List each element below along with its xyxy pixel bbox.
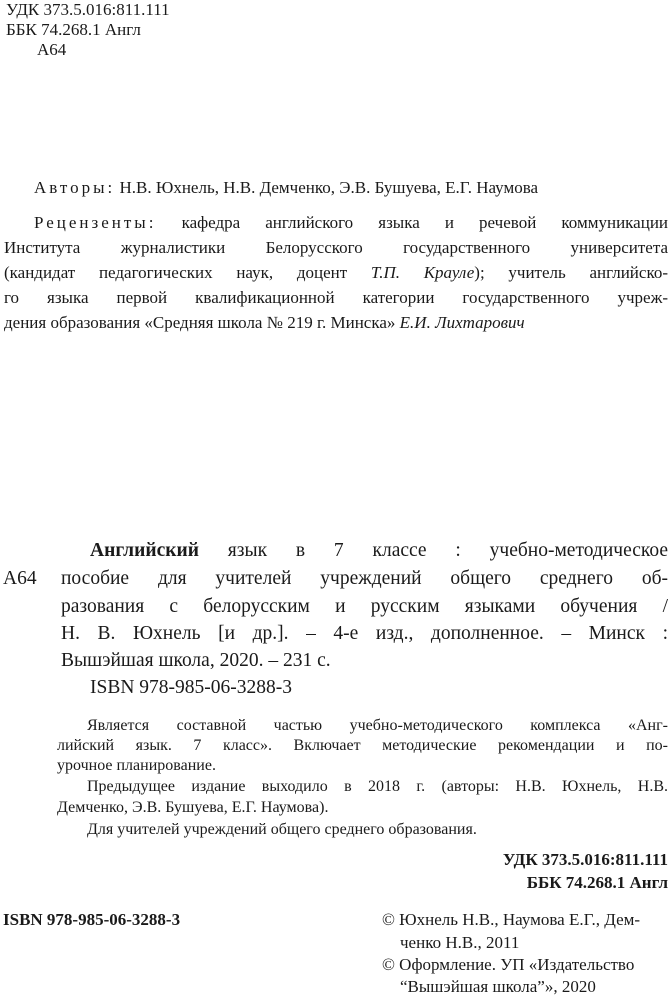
annotation-line: Демченко, Э.В. Бушуева, Е.Г. Наумова). [57, 799, 329, 816]
annotation-line: лийский язык. 7 класс». Включает методические рекомендации и по- [57, 737, 668, 754]
reviewers-text-part: (кандидат педагогических наук, доцент [4, 263, 371, 282]
footer-bbk: ББК 74.268.1 Англ [526, 873, 668, 892]
annotation-line: урочное планирование. [57, 757, 216, 774]
entry-line: разования с белорусским и русским языками обучения / [61, 596, 668, 617]
authors-names: Н.В. Юхнель, Н.В. Демченко, Э.В. Бушуева, Е.Г. Наумова [119, 178, 539, 197]
authors-label: Авторы: [34, 178, 116, 197]
reviewers-text: го языка первой квалификационной категории государственного учреж- [4, 288, 668, 307]
reviewers-text-part: дения образования «Средняя школа № 219 г. Минска» [4, 313, 400, 332]
reviewers-text: кафедра английского языка и речевой коммуникации [181, 213, 669, 232]
footer-udk: УДК 373.5.016:811.111 [502, 850, 668, 869]
copyright-line: ченко Н.В., 2011 [400, 933, 520, 952]
entry-title-bold: Английский [90, 540, 199, 561]
author-sign-code: А64 [37, 40, 67, 59]
footer-isbn: ISBN 978-985-06-3288-3 [3, 910, 181, 929]
annotation-line: Для учителей учреждений общего среднего образования. [87, 821, 477, 838]
annotation-line: Предыдущее издание выходило в 2018 г. (авторы: Н.В. Юхнель, Н.В. [87, 778, 668, 795]
reviewers-text [4, 314, 525, 331]
reviewers-text [4, 264, 668, 281]
annotation-line: Является составной частью учебно-методического комплекса «Анг- [87, 717, 668, 734]
copyright-line: © Оформление. УП «Издательство [382, 955, 635, 974]
reviewers-text-part: ); учитель английско- [474, 263, 669, 282]
udk-code: УДК 373.5.016:811.111 [6, 0, 170, 19]
copyright-line: “Вышэйшая школа”», 2020 [400, 977, 596, 996]
copyright-line: © Юхнель Н.В., Наумова Е.Г., Дем- [382, 910, 641, 929]
entry-line [90, 541, 668, 561]
entry-line: Н. В. Юхнель [и др.]. – 4-е изд., дополненное. – Минск : [61, 623, 668, 644]
reviewers-label: Рецензенты: [34, 213, 157, 232]
bbk-code: ББК 74.268.1 Англ [6, 20, 141, 39]
entry-isbn: ISBN 978-985-06-3288-3 [90, 677, 293, 698]
entry-line: Вышэйшая школа, 2020. – 231 с. [61, 650, 331, 671]
entry-line: пособие для учителей учреждений общего среднего об- [61, 568, 668, 589]
reviewers-text: Института журналистики Белорусского государственного университета [4, 238, 668, 257]
reviewer-name: Е.И. Лихтарович [399, 313, 525, 332]
entry-code: А64 [3, 568, 37, 589]
reviewer-name: Т.П. Крауле [370, 263, 475, 282]
entry-text: язык в 7 классе : учебно-методическое [198, 540, 668, 561]
